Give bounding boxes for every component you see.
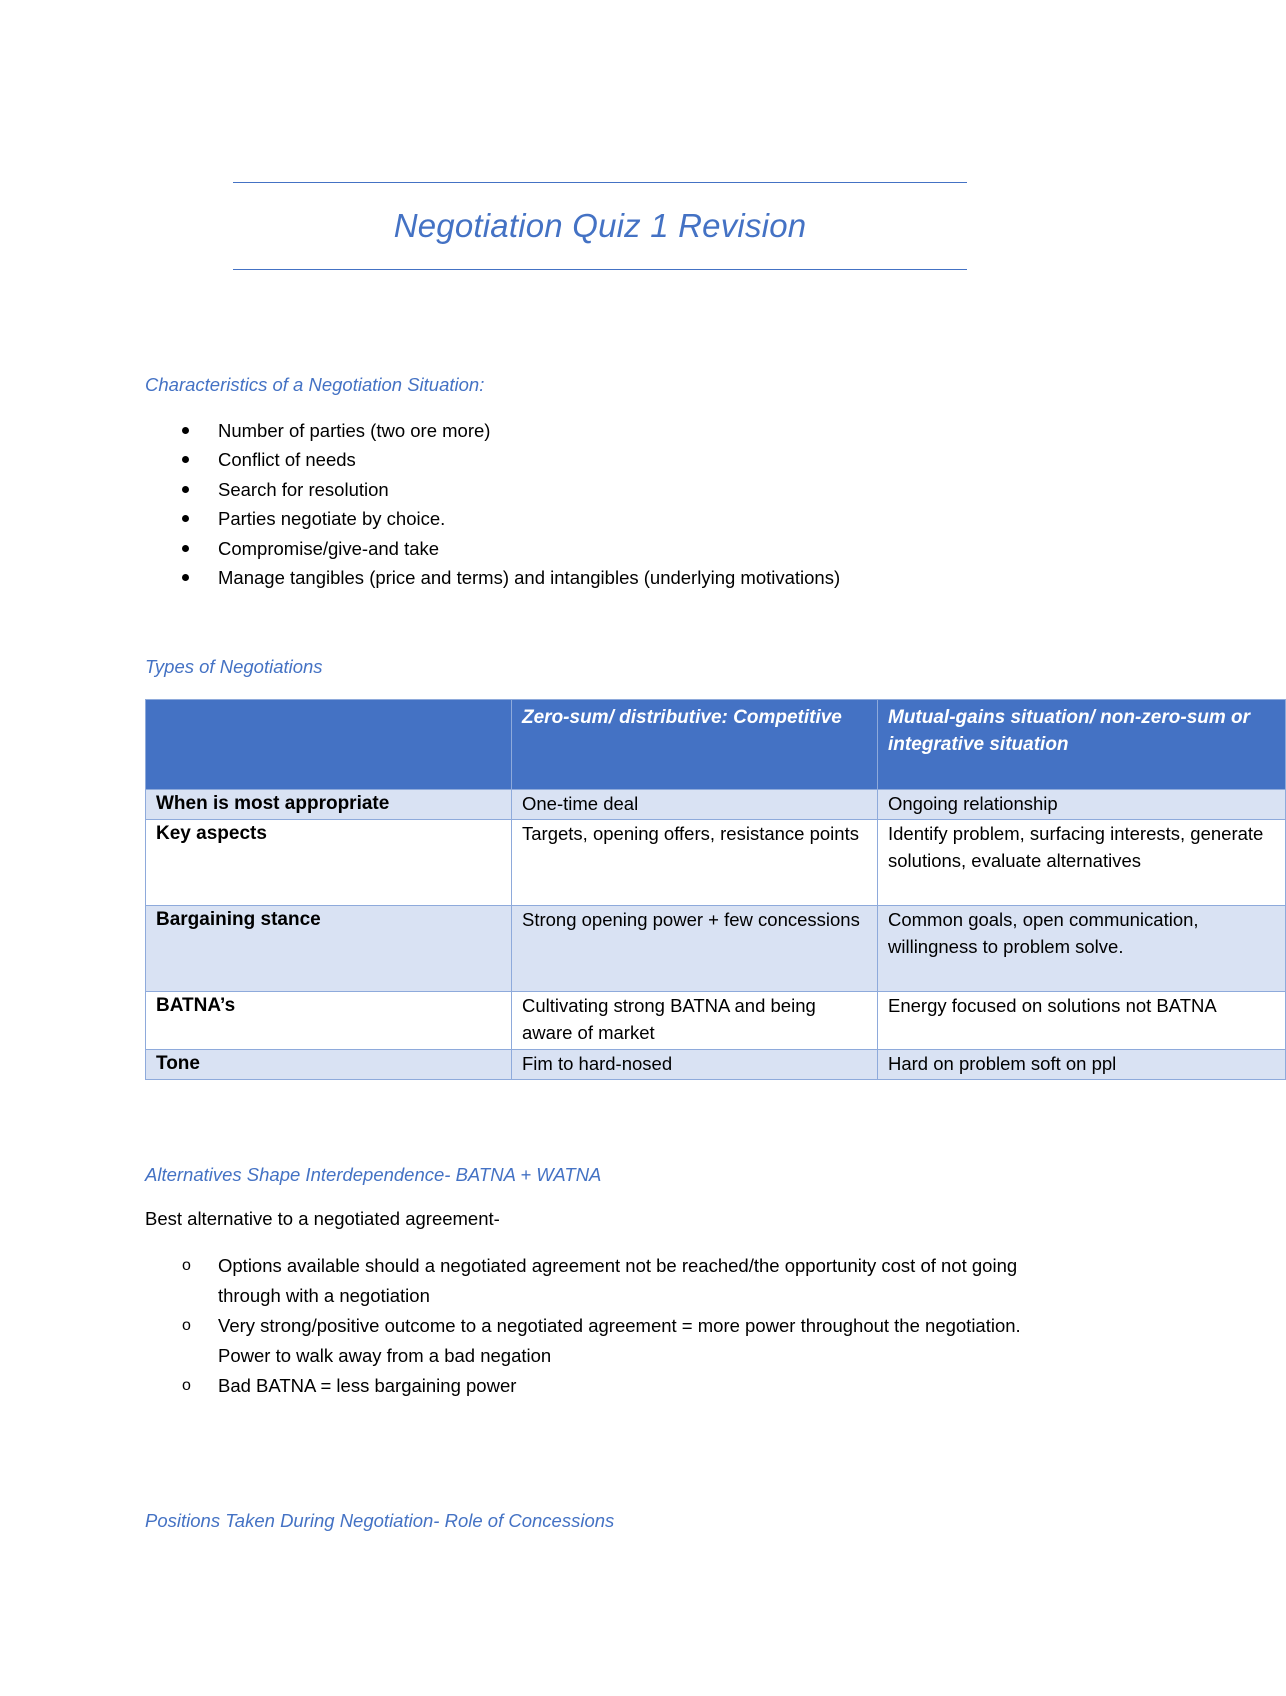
table-cell: Fim to hard-nosed	[512, 1050, 878, 1080]
list-item: Conflict of needs	[145, 445, 840, 474]
row-label: BATNA’s	[146, 992, 512, 1050]
table-row	[146, 1050, 1286, 1080]
list-item: Parties negotiate by choice.	[145, 504, 840, 533]
section-heading-alternatives: Alternatives Shape Interdependence- BATNA + WATNA	[145, 1164, 602, 1185]
table-cell: Energy focused on solutions not BATNA	[878, 992, 1286, 1050]
circle-bullet-icon: o	[182, 1377, 191, 1394]
bullet-icon	[182, 486, 189, 493]
table-cell: Strong opening power + few concessions	[512, 906, 878, 992]
list-item: o Bad BATNA = less bargaining power	[145, 1371, 1075, 1401]
row-label: When is most appropriate	[146, 790, 512, 820]
table-cell: Cultivating strong BATNA and being aware of market	[512, 992, 878, 1050]
bullet-icon	[182, 545, 189, 552]
table-cell: One-time deal	[512, 790, 878, 820]
alternatives-list	[145, 1251, 1075, 1401]
types-table	[145, 699, 1286, 1080]
table-header-row	[146, 700, 1286, 790]
row-label: Tone	[146, 1050, 512, 1080]
list-item: o Very strong/positive outcome to a negotiated agreement = more power throughout the negotiation. Power to walk away from a bad negation	[145, 1311, 1075, 1371]
page-title: Negotiation Quiz 1 Revision	[393, 207, 807, 244]
circle-bullet-icon: o	[182, 1257, 191, 1274]
row-label: Key aspects	[146, 820, 512, 906]
bullet-icon	[182, 515, 189, 522]
table-cell: Common goals, open communication, willingness to problem solve.	[878, 906, 1286, 992]
table-header-cell: Zero-sum/ distributive: Competitive	[512, 700, 878, 790]
circle-bullet-icon: o	[182, 1317, 191, 1334]
table-row	[146, 906, 1286, 992]
bullet-icon	[182, 574, 189, 581]
table-header-cell	[146, 700, 512, 790]
bullet-icon	[182, 456, 189, 463]
list-item: Manage tangibles (price and terms) and intangibles (underlying motivations)	[145, 563, 840, 592]
section-heading-characteristics: Characteristics of a Negotiation Situation:	[145, 374, 485, 395]
section-heading-positions: Positions Taken During Negotiation- Role of Concessions	[145, 1510, 615, 1531]
table-row	[146, 790, 1286, 820]
bullet-icon	[182, 427, 189, 434]
batna-definition: Best alternative to a negotiated agreement-	[145, 1208, 500, 1229]
types-table-wrapper	[145, 699, 1264, 1080]
row-label: Bargaining stance	[146, 906, 512, 992]
list-item: Compromise/give-and take	[145, 534, 840, 563]
list-item: Number of parties (two ore more)	[145, 416, 840, 445]
table-row	[146, 820, 1286, 906]
table-cell: Targets, opening offers, resistance points	[512, 820, 878, 906]
table-row	[146, 992, 1286, 1050]
table-cell: Identify problem, surfacing interests, generate solutions, evaluate alternatives	[878, 820, 1286, 906]
characteristics-list	[145, 416, 840, 592]
table-header-cell: Mutual-gains situation/ non-zero-sum or integrative situation	[878, 700, 1286, 790]
list-item: o Options available should a negotiated agreement not be reached/the opportunity cost of not going through with a negotiation	[145, 1251, 1075, 1311]
table-cell: Hard on problem soft on ppl	[878, 1050, 1286, 1080]
table-cell: Ongoing relationship	[878, 790, 1286, 820]
section-heading-types: Types of Negotiations	[145, 656, 323, 677]
title-block	[233, 182, 967, 270]
list-item: Search for resolution	[145, 475, 840, 504]
